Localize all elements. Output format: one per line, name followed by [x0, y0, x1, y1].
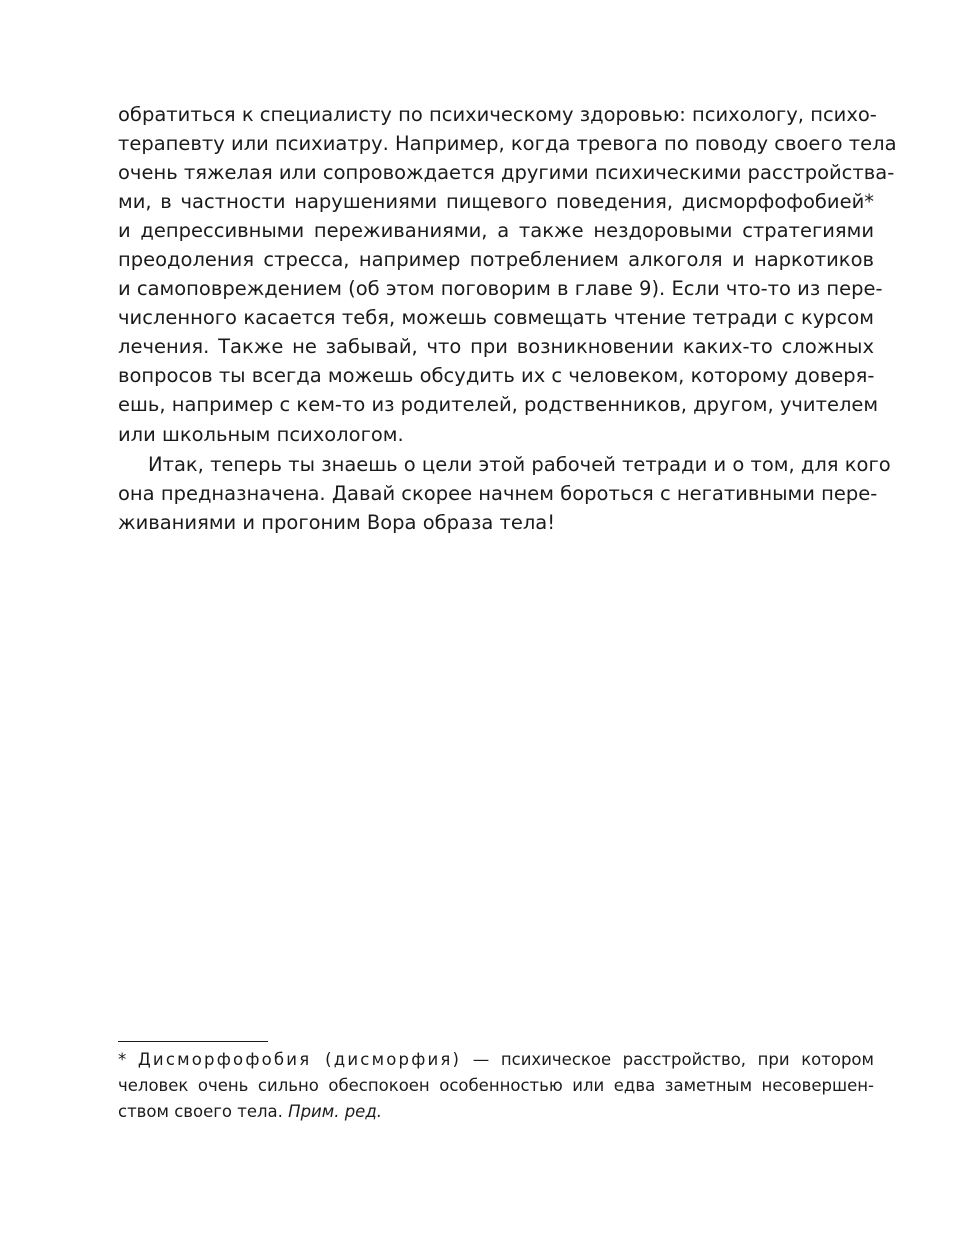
footnote-term: Дисморфофобия (дисморфия) — [137, 1050, 462, 1069]
body-line: обратиться к специалисту по психическому здоровью: психологу, психо- — [118, 103, 877, 126]
body-line: лечения. Также не забывай, что при возникновении каких-то сложных — [118, 335, 874, 358]
body-line: живаниями и прогоним Вора образа тела! — [118, 511, 556, 534]
footnote-divider — [118, 1041, 268, 1042]
body-line: преодоления стресса, например потреблением алкоголя и наркотиков — [118, 248, 874, 271]
body-line: и депрессивными переживаниями, а также нездоровыми стратегиями — [118, 219, 874, 242]
footnote-line — [118, 1047, 874, 1072]
body-line: Итак, теперь ты знаешь о цели этой рабочей тетради и о том, для кого — [148, 453, 891, 476]
body-line: и самоповреждением (об этом поговорим в главе 9). Если что-то из пере- — [118, 277, 883, 300]
body-line: ешь, например с кем-то из родителей, родственников, другом, учителем — [118, 393, 879, 416]
footnote-line — [118, 1099, 874, 1124]
editor-note: Прим. ред. — [288, 1102, 382, 1121]
body-line: она предназначена. Давай скорее начнем бороться с негативными пере- — [118, 482, 878, 505]
body-line: ми, в частности нарушениями пищевого поведения, дисморфофобией* — [118, 190, 874, 213]
footnote-text: ством своего тела. — [118, 1102, 289, 1121]
body-line: вопросов ты всегда можешь обсудить их с человеком, которому доверя- — [118, 364, 875, 387]
body-line: или школьным психологом. — [118, 423, 404, 446]
body-line: очень тяжелая или сопровождается другими психическими расстройства- — [118, 161, 895, 184]
footnote-line: человек очень сильно обеспокоен особенностью или едва заметным несовершен- — [118, 1076, 874, 1095]
footnote-marker: * — [118, 1050, 138, 1069]
body-line: терапевту или психиатру. Например, когда тревога по поводу своего тела — [118, 132, 897, 155]
footnote-definition: — психическое расстройство, при котором — [461, 1050, 874, 1069]
body-line: численного касается тебя, можешь совмещать чтение тетради с курсом — [118, 306, 874, 329]
